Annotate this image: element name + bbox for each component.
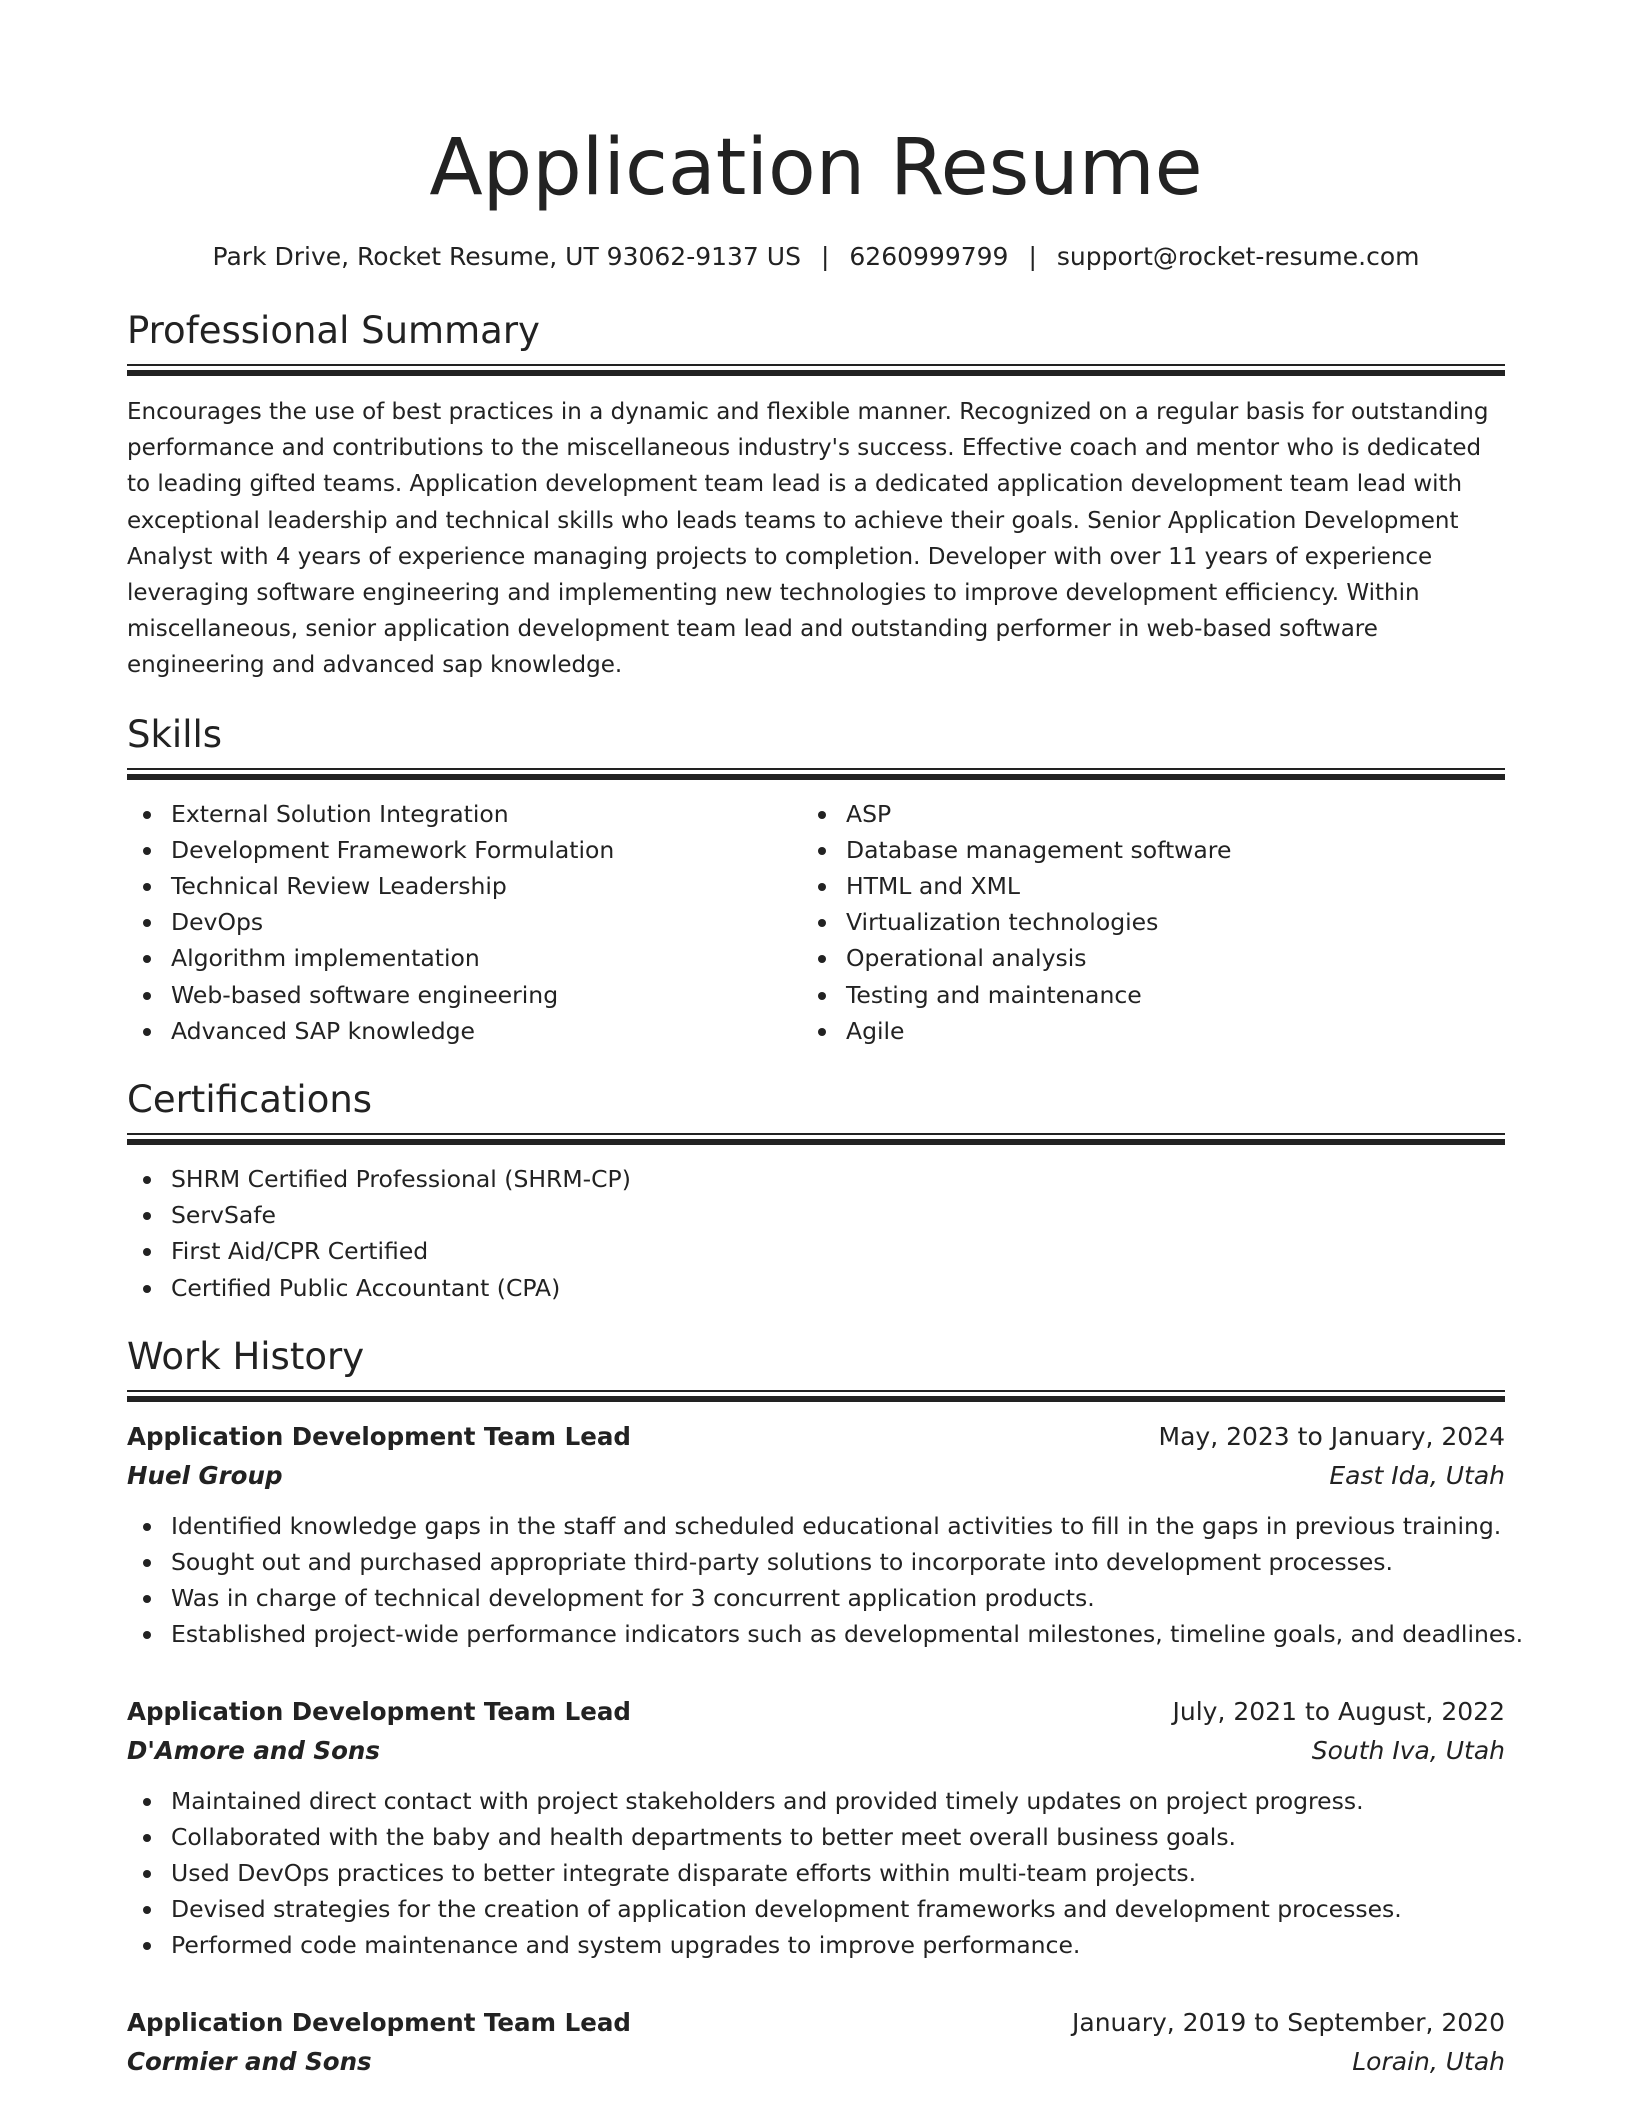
job-bullet: Devised strategies for the creation of application development frameworks and development processes. <box>127 1891 1505 1927</box>
job-bullet: Used DevOps practices to better integrate disparate efforts within multi-team projects. <box>127 1855 1505 1891</box>
skill-item: Operational analysis <box>802 940 1477 976</box>
contact-line <box>127 240 1505 274</box>
job-header-row <box>127 2004 1505 2042</box>
job-company-row <box>127 2042 1505 2082</box>
job-bullet: Established project-wide performance indicators such as developmental milestones, timeline goals, and deadlines. <box>127 1616 1505 1652</box>
skills-heading: Skills <box>127 712 223 756</box>
section-divider <box>127 768 1505 780</box>
certification-item: SHRM Certified Professional (SHRM-CP) <box>127 1161 1505 1197</box>
skill-item: Agile <box>802 1013 1477 1049</box>
skills-section <box>127 712 1505 1049</box>
skills-list-left <box>127 796 802 1049</box>
job-bullet: Performed code maintenance and system upgrades to improve performance. <box>127 1927 1505 1963</box>
certifications-list <box>127 1161 1505 1306</box>
job-entry <box>127 1693 1505 1964</box>
skill-item: Algorithm implementation <box>127 940 802 976</box>
certification-item: Certified Public Accountant (CPA) <box>127 1270 1505 1306</box>
job-location: East Ida, Utah <box>1329 1460 1505 1490</box>
certifications-section <box>127 1077 1505 1306</box>
job-location: South Iva, Utah <box>1311 1735 1505 1765</box>
contact-address: Park Drive, Rocket Resume, UT 93062-9137 US <box>212 242 801 271</box>
work-history-heading: Work History <box>127 1334 365 1378</box>
skill-item: External Solution Integration <box>127 796 802 832</box>
section-divider <box>127 1133 1505 1145</box>
job-dates: January, 2019 to September, 2020 <box>1072 2007 1505 2037</box>
certifications-heading: Certifications <box>127 1078 373 1122</box>
skills-grid <box>127 796 1505 1049</box>
job-bullet: Identified knowledge gaps in the staff and scheduled educational activities to fill in the gaps in previous training. <box>127 1508 1505 1544</box>
job-location: Lorain, Utah <box>1352 2046 1505 2076</box>
job-company-row <box>127 1456 1505 1496</box>
job-company-row <box>127 1731 1505 1771</box>
contact-email: support@rocket-resume.com <box>1056 242 1420 271</box>
certification-item: First Aid/CPR Certified <box>127 1233 1505 1269</box>
job-bullet: Maintained direct contact with project stakeholders and provided timely updates on project progress. <box>127 1783 1505 1819</box>
skill-item: Advanced SAP knowledge <box>127 1013 802 1049</box>
jobs-container <box>127 1418 1524 2082</box>
job-title: Application Development Team Lead <box>127 1421 631 1451</box>
resume-name: Application Resume <box>429 123 1203 213</box>
certification-item: ServSafe <box>127 1197 1505 1233</box>
skill-item: Development Framework Formulation <box>127 832 802 868</box>
job-bullet: Sought out and purchased appropriate third-party solutions to incorporate into development processes. <box>127 1544 1505 1580</box>
skill-item: Web-based software engineering <box>127 977 802 1013</box>
summary-section <box>127 308 1505 684</box>
summary-text: Encourages the use of best practices in a dynamic and flexible manner. Recognized on a regular basis for outstanding performance and contributions to the miscellaneous industry's success. Effective coach and mentor who is dedicated to leading gifted teams. Application development team lead is a dedicated application development team lead with exceptional leadership and technical skills who leads teams to achieve their goals. Senior Application Development Analyst with 4 years of experience managing projects to completion. Developer with over 11 years of experience leveraging software engineering and implementing new technologies to improve development efficiency. Within miscellaneous, senior application development team lead and outstanding performer in web-based software engineering and advanced sap knowledge. <box>127 399 1489 679</box>
job-dates: May, 2023 to January, 2024 <box>1158 1421 1505 1451</box>
contact-separator: | <box>820 242 830 271</box>
job-bullets <box>127 1508 1524 1653</box>
job-header-row <box>127 1693 1505 1731</box>
job-bullets <box>127 1783 1505 1964</box>
work-history-section <box>127 1334 1524 2082</box>
job-entry <box>127 2004 1505 2082</box>
job-bullet: Collaborated with the baby and health departments to better meet overall business goals. <box>127 1819 1505 1855</box>
job-company: D'Amore and Sons <box>127 1735 380 1765</box>
skills-list-right <box>802 796 1477 1049</box>
job-title: Application Development Team Lead <box>127 1696 631 1726</box>
job-company: Huel Group <box>127 1460 283 1490</box>
job-dates: July, 2021 to August, 2022 <box>1172 1696 1505 1726</box>
job-title: Application Development Team Lead <box>127 2007 631 2037</box>
skill-item: Virtualization technologies <box>802 904 1477 940</box>
section-divider <box>127 364 1505 376</box>
section-divider <box>127 1390 1505 1402</box>
job-entry <box>127 1418 1524 1653</box>
job-company: Cormier and Sons <box>127 2046 372 2076</box>
skill-item: Testing and maintenance <box>802 977 1477 1013</box>
skill-item: Technical Review Leadership <box>127 868 802 904</box>
summary-heading: Professional Summary <box>127 309 540 352</box>
skill-item: ASP <box>802 796 1477 832</box>
job-header-row <box>127 1418 1505 1456</box>
skill-item: Database management software <box>802 832 1477 868</box>
skill-item: DevOps <box>127 904 802 940</box>
contact-separator: | <box>1028 242 1037 271</box>
skill-item: HTML and XML <box>802 868 1477 904</box>
job-bullet: Was in charge of technical development for 3 concurrent application products. <box>127 1580 1505 1616</box>
contact-phone: 6260999799 <box>849 242 1009 271</box>
